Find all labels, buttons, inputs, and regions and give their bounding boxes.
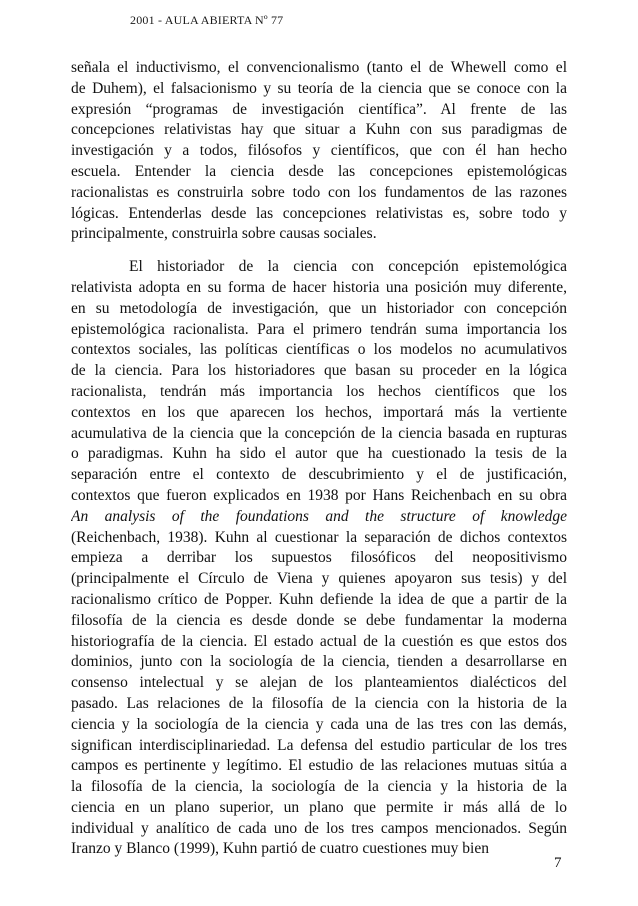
text-line: de Duhem), el falsacionismo y su teoría de la ciencia que se conoce con la [71, 79, 567, 97]
text-line: ciencia en un plano superior, un plano que permite ir más allá de lo [71, 798, 567, 816]
text-line: principalmente, construirla sobre causas sociales. [71, 225, 377, 243]
text-line: consenso intelectual y se alejan de los planteamientos dialécticos del [71, 674, 567, 692]
text-line: separación entre el contexto de descubrimiento y el de justificación, [71, 466, 567, 484]
text-line: pasado. Las relaciones de la filosofía de la ciencia con la historia de la [71, 694, 567, 712]
text-line: El historiador de la ciencia con concepción epistemológica [129, 258, 567, 276]
text-line: racionalismo crítico de Popper. Kuhn defiende la idea de que a partir de la [71, 590, 567, 608]
text-line: la filosofía de la ciencia, la sociología de la ciencia y la historia de la [71, 778, 567, 796]
text-line: escuela. Entender la ciencia desde las concepciones epistemológicas [71, 162, 567, 180]
text-line: relativista adopta en su forma de hacer historia una posición muy diferente, [71, 278, 567, 296]
text-line: filosofía de la ciencia es desde donde se debe fundamentar la moderna [71, 611, 567, 629]
text-line: contextos sociales, las políticas científicas o los modelos no acumulativos [71, 341, 567, 359]
text-line: dominios, junto con la sociología de la ciencia, tienden a desarrollarse en [71, 653, 567, 671]
text-line: Iranzo y Blanco (1999), Kuhn partió de cuatro cuestiones muy bien [71, 840, 489, 858]
text-line: racionalistas es construirla sobre todo con los fundamentos de las razones [71, 183, 567, 201]
text-line: individual y analítico de cada uno de los tres campos mencionados. Según [71, 819, 567, 837]
text-line: historiografía de la ciencia. El estado actual de la cuestión es que estos dos [71, 632, 567, 650]
text-line: campos es pertinente y legítimo. El estudio de las relaciones mutuas sitúa a [71, 757, 567, 775]
running-header: 2001 - AULA ABIERTA Nº 77 [130, 13, 284, 27]
text-line: señala el inductivismo, el convencionalismo (tanto el de Whewell como el [71, 59, 567, 76]
text-line: racionalista, tendrán más importancia los hechos científicos que los [71, 382, 567, 400]
text-line: An analysis of the foundations and the structure of knowledge [71, 507, 567, 525]
text-line: epistemológica racionalista. Para el primero tendrán suma importancia los [71, 320, 567, 338]
text-line: (principalmente el Círculo de Viena y quienes apoyaron sus tesis) y del [71, 570, 567, 588]
paragraph-1 [71, 58, 567, 245]
text-line: contextos que fueron explicados en 1938 por Hans Reichenbach en su obra [71, 486, 567, 504]
text-line: acumulativa de la ciencia que la concepción de la ciencia basada en rupturas [71, 424, 567, 442]
text-line: o paradigmas. Kuhn ha sido el autor que ha cuestionado la tesis de la [71, 445, 567, 463]
paragraph-gap [71, 245, 567, 257]
text-line: concepciones relativistas hay que situar a Kuhn con sus paradigmas de [71, 121, 567, 139]
text-line: lógicas. Entenderlas desde las concepciones relativistas es, sobre todo y [71, 204, 567, 222]
text-line: en su metodología de investigación, que un historiador con concepción [71, 299, 567, 317]
text-line: expresión “programas de investigación científica”. Al frente de las [71, 100, 567, 118]
text-line: significan interdisciplinariedad. La defensa del estudio particular de los tres [71, 736, 567, 754]
text-line: investigación y a todos, filósofos y científicos, que con él han hecho [71, 142, 567, 160]
text-line: contextos en los que aparecen los hechos, importará más la vertiente [71, 403, 567, 421]
text-line: ciencia y la sociología de la ciencia y cada una de las tres con las demás, [71, 715, 567, 733]
text-line: empieza a derribar los supuestos filosóficos del neopositivismo [71, 549, 567, 567]
text-line: de la ciencia. Para los historiadores que basan su proceder en la lógica [71, 362, 567, 380]
body-text [71, 58, 567, 860]
page-number: 7 [554, 855, 562, 871]
paragraph-2 [71, 257, 567, 860]
text-line: (Reichenbach, 1938). Kuhn al cuestionar la separación de dichos contextos [71, 528, 567, 546]
